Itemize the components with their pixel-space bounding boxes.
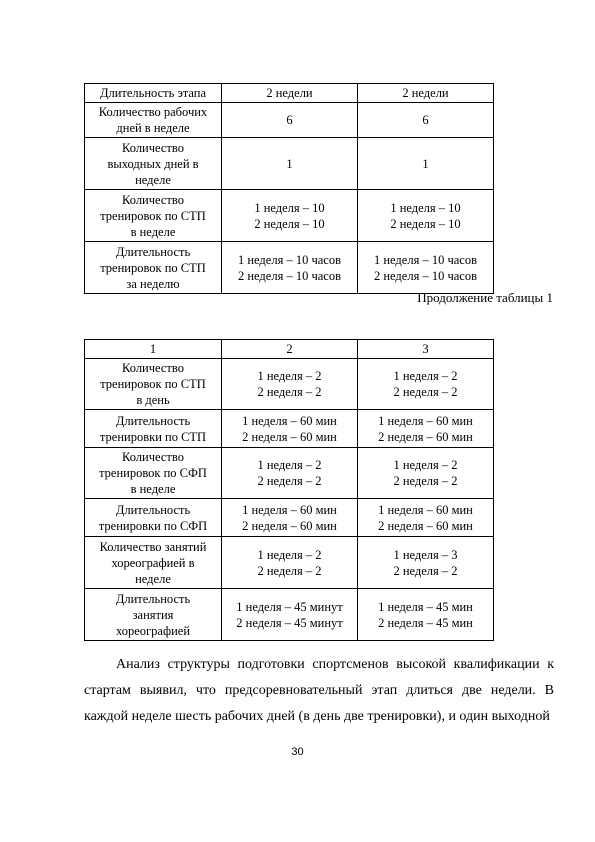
cell-line: 2 неделя – 2 [257,385,322,399]
cell-line: 1 неделя – 10 часов [373,252,477,267]
row-label-cell [85,448,222,499]
cell-line: тренировок по СТП [100,377,206,391]
cell-line: 1 неделя – 2 [257,547,322,562]
cell-line: 2 неделя – 2 [393,474,458,488]
cell-line: 1 неделя – 60 мин [378,413,473,428]
table-2 [84,339,494,641]
table-row [85,359,494,410]
value-cell [222,448,358,499]
row-label-cell [85,138,222,190]
cell-line: тренировок по СТП [100,260,206,275]
cell-line: Количество [122,192,184,207]
value-cell [358,359,494,410]
cell-line: Длительность этапа [99,86,207,100]
table-row [85,138,494,190]
row-label-cell [85,410,222,448]
cell-line: в неделе [130,224,176,239]
header-cell: 3 [358,340,494,359]
table-1-body [85,84,494,294]
cell-line: Длительность [115,413,191,428]
row-label-cell [85,190,222,242]
cell-line: 1 неделя – 10 [254,200,325,215]
value-cell [222,103,358,138]
cell-line: 1 неделя – 45 минут [236,599,343,614]
cell-line: 2 неделя – 45 мин [378,615,473,630]
cell-line: Количество занятий [99,539,207,554]
cell-line: 1 неделя – 60 мин [242,502,337,517]
value-cell [358,242,494,294]
table-row [85,448,494,499]
cell-line: хореографией в [111,555,195,570]
value-cell [222,242,358,294]
table-row [85,589,494,641]
value-cell [358,84,494,103]
value-cell [358,448,494,499]
continuation-caption: Продолжение таблицы 1 [417,290,553,305]
cell-line: 2 недели [402,86,449,100]
row-label-cell [85,537,222,589]
cell-line: в неделе [130,482,176,496]
cell-line: дней в неделе [116,121,190,135]
cell-line: 1 неделя – 10 [390,200,461,215]
table-header-row [85,340,494,359]
cell-line: 2 неделя – 60 мин [378,518,473,533]
cell-line: в день [136,393,170,407]
value-cell [222,359,358,410]
paragraph-text: Анализ структуры подготовки спортсменов высокой квалификации к стартам выявил, что предсоревновательный этап длиться две недели. В каждой неделе шесть рабочих дней (в день две тренировки), и один выходной [84,657,554,724]
cell-line: 2 недели [266,86,313,100]
cell-line: Длительность [115,502,191,517]
page-number: 30 [291,746,304,758]
cell-line: 2 неделя – 10 [390,216,461,231]
cell-line: 2 неделя – 60 мин [242,518,337,533]
table-2-body [85,340,494,641]
value-cell [358,138,494,190]
cell-line: Длительность [115,244,191,259]
row-label-cell [85,84,222,103]
cell-line: 1 неделя – 60 мин [242,413,337,428]
value-cell [358,410,494,448]
value-cell [358,499,494,537]
cell-line: 1 неделя – 2 [257,369,322,383]
value-cell [222,138,358,190]
cell-line: Длительность [115,591,191,606]
cell-line: неделе [135,172,171,187]
value-cell [222,589,358,641]
value-cell [358,537,494,589]
cell-line: 1 [286,156,293,171]
value-cell [222,190,358,242]
value-cell [222,537,358,589]
row-label-cell [85,499,222,537]
cell-line: выходных дней в [107,156,199,171]
cell-line: тренировок по СТП [100,208,206,223]
body-paragraph [84,652,554,730]
row-label-cell [85,242,222,294]
cell-line: 1 неделя – 10 часов [237,252,341,267]
value-cell [222,410,358,448]
cell-line: Количество [122,450,184,464]
cell-line: 2 неделя – 2 [393,563,458,578]
cell-line: 6 [286,113,293,127]
header-cell: 2 [222,340,358,359]
value-cell [222,84,358,103]
value-cell [358,103,494,138]
cell-line: 2 неделя – 60 мин [242,429,337,444]
cell-line: 6 [422,113,429,127]
cell-line: Количество рабочих [98,105,208,119]
cell-line: 2 неделя – 45 минут [236,615,343,630]
cell-line: за неделю [126,276,180,291]
cell-line: Количество [122,140,184,155]
cell-line: 2 неделя – 2 [393,385,458,399]
cell-line: занятия [132,607,174,622]
cell-line: тренировки по СФП [98,518,208,533]
value-cell [222,499,358,537]
table-row [85,499,494,537]
cell-line: 1 [422,156,429,171]
table-row [85,84,494,103]
cell-line: 1 неделя – 3 [393,547,458,562]
value-cell [358,190,494,242]
header-cell: 1 [85,340,222,359]
cell-line: 1 неделя – 45 мин [378,599,473,614]
cell-line: неделе [135,571,171,586]
cell-line: тренировки по СТП [99,429,207,444]
cell-line: 1 неделя – 2 [393,369,458,383]
cell-line: Количество [122,361,184,375]
cell-line: 2 неделя – 10 [254,216,325,231]
table-row [85,410,494,448]
cell-line: 2 неделя – 60 мин [378,429,473,444]
cell-line: 2 неделя – 10 часов [237,268,341,283]
cell-line: 2 неделя – 2 [257,563,322,578]
table-row [85,103,494,138]
cell-line: 1 неделя – 2 [257,458,322,472]
table-row [85,537,494,589]
cell-line: хореографией [115,623,191,638]
cell-line: 2 неделя – 10 часов [373,268,477,283]
table-1 [84,83,494,294]
table-row [85,190,494,242]
row-label-cell [85,103,222,138]
cell-line: тренировок по СФП [99,466,207,480]
cell-line: 1 неделя – 60 мин [378,502,473,517]
row-label-cell [85,589,222,641]
row-label-cell [85,359,222,410]
cell-line: 2 неделя – 2 [257,474,322,488]
table-row [85,242,494,294]
value-cell [358,589,494,641]
cell-line: 1 неделя – 2 [393,458,458,472]
